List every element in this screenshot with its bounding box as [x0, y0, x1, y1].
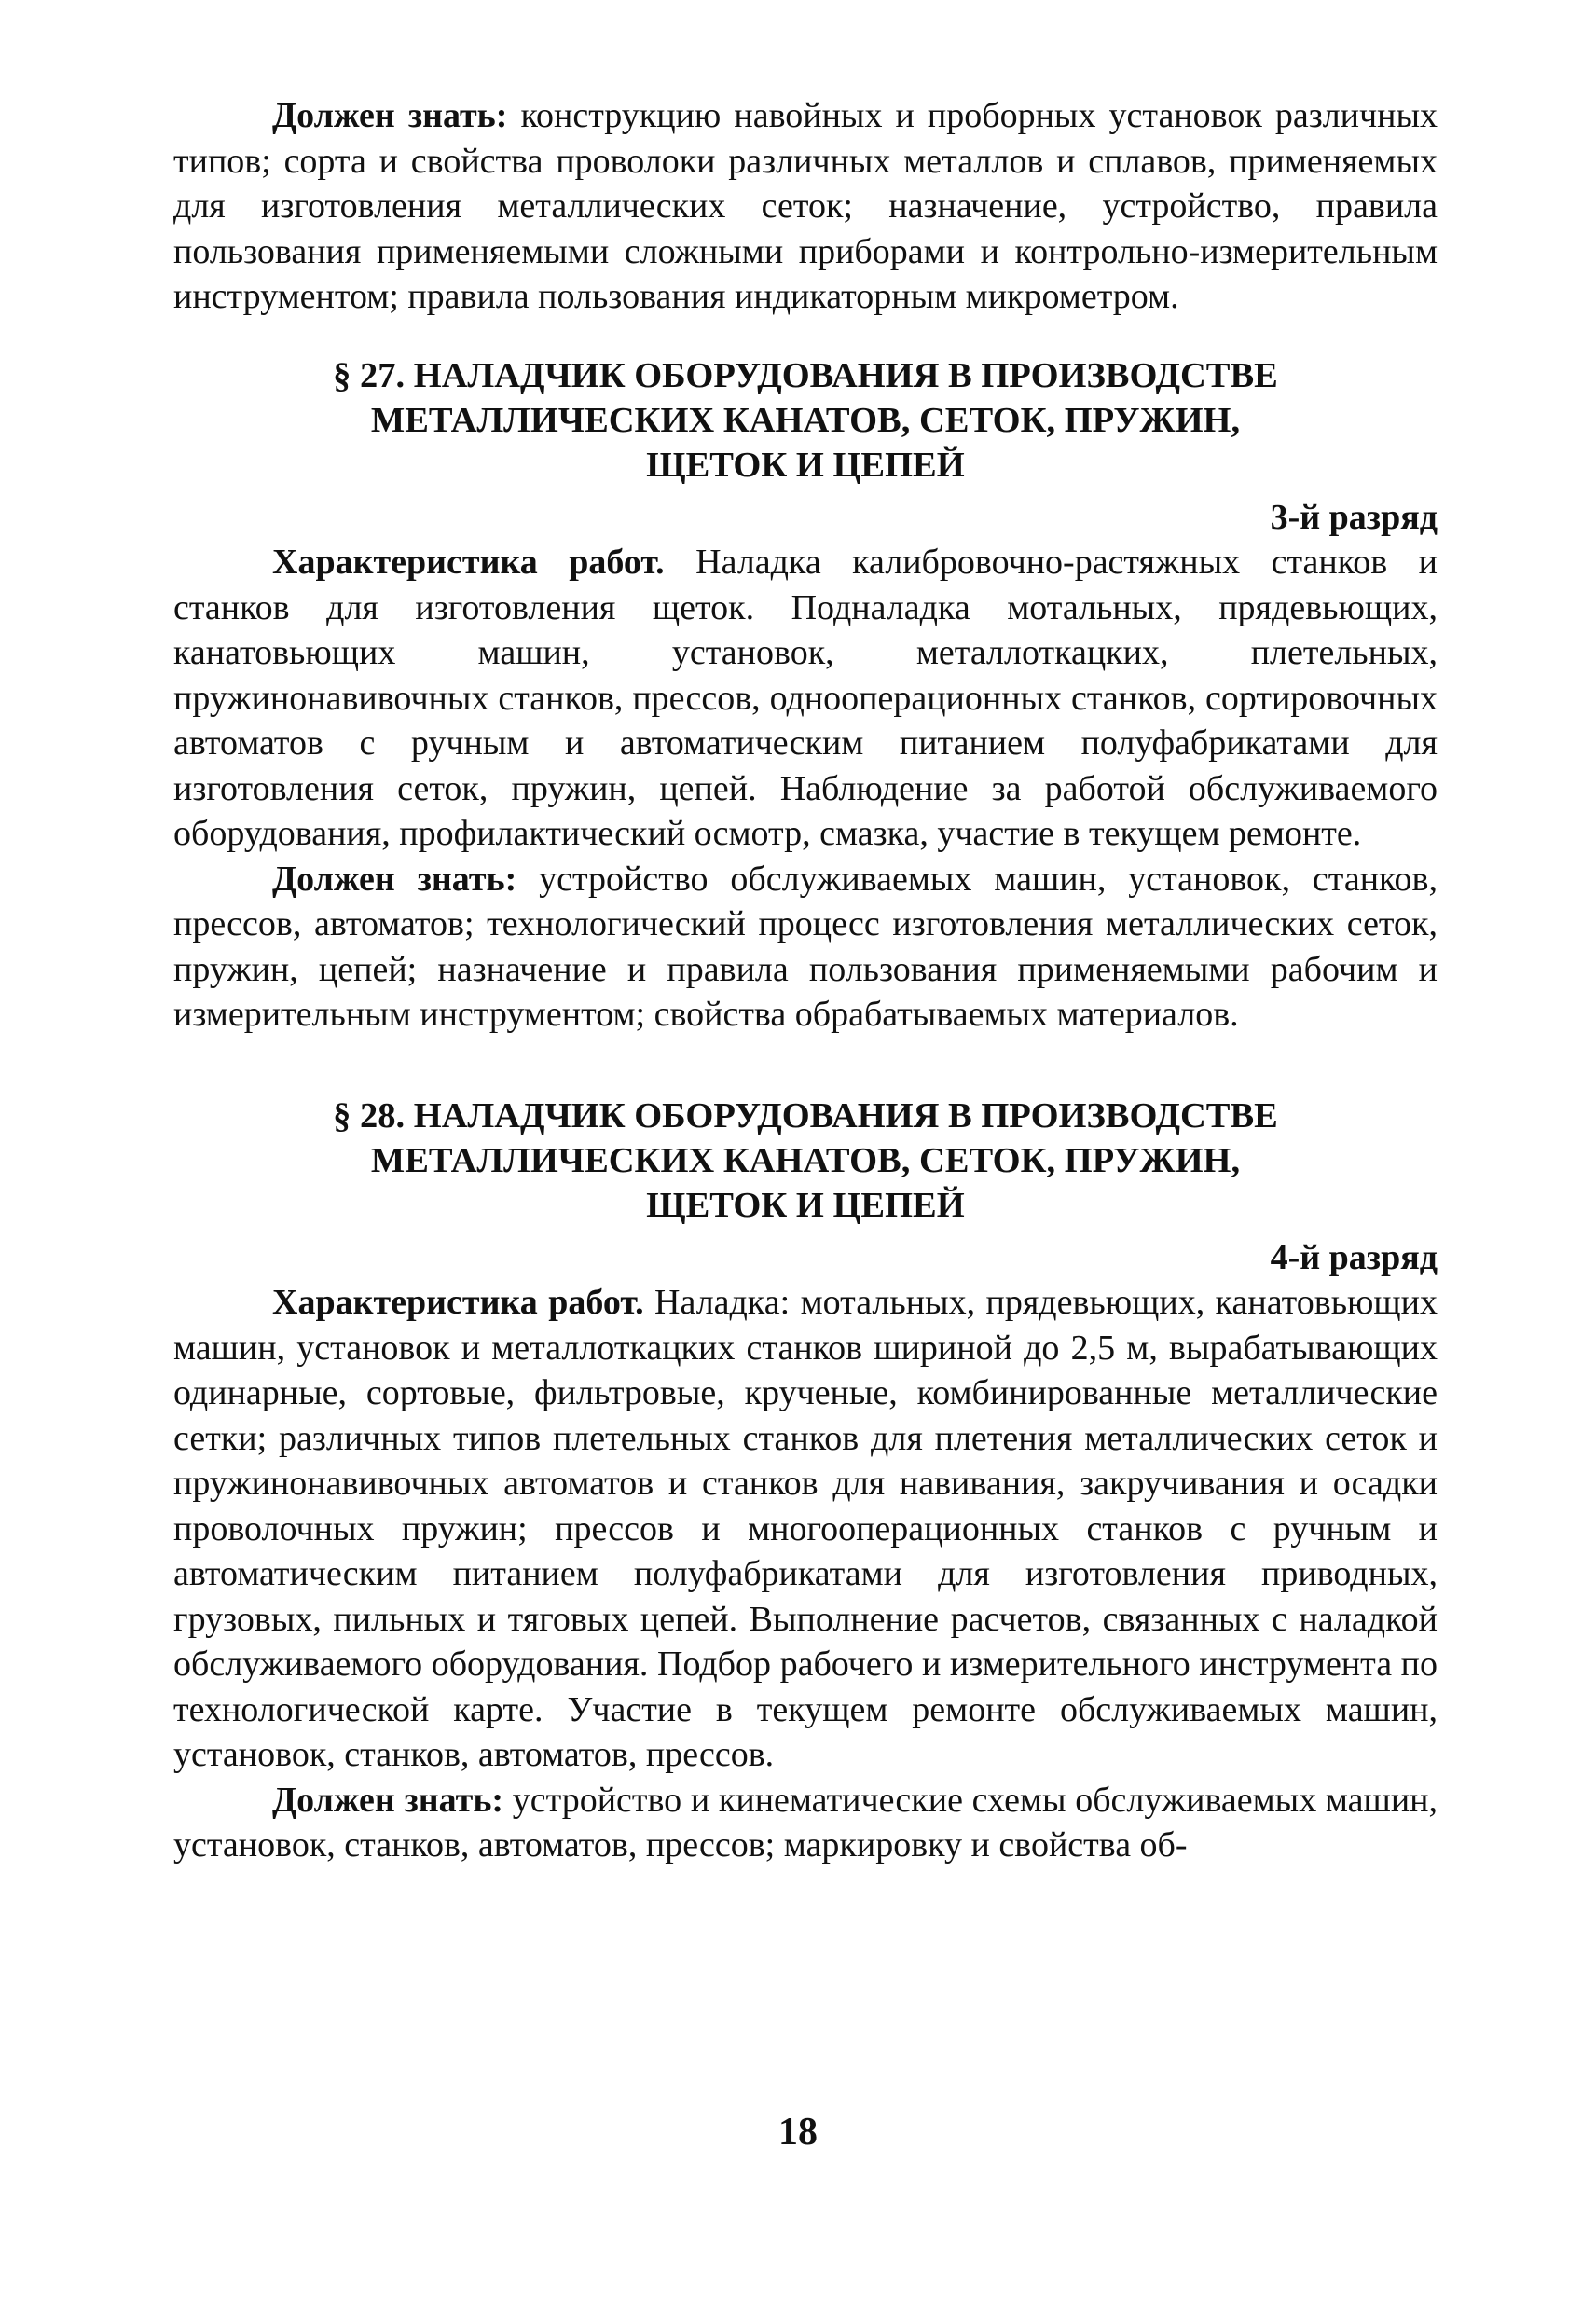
section-27-knowledge-text: устройство обслуживаемых машин, установок, станков, прессов, автоматов; технологический процесс изготовления металлических сеток, пружин, цепей; назначение и правила пользования применяемыми рабочим и измерительным инструментом; свойства обрабатываемых материалов.	[173, 859, 1438, 1034]
section-27-characteristics-text: Наладка калибровочно-растяжных станков и станков для изготовления щеток. Подналадка мотальных, прядевьющих, канатовьющих машин, установок, металлоткацких, плетельных, пружинонавивочных станков, прессов, однооперационных станков, сортировочных автоматов с ручным и автоматическим питанием полуфабрикатами для изготовления сеток, пружин, цепей. Наблюдение за работой обслуживаемого оборудования, профилактический осмотр, смазка, участие в текущем ремонте.	[173, 543, 1438, 853]
section-27-title-line-1: § 27. НАЛАДЧИК ОБОРУДОВАНИЯ В ПРОИЗВОДСТВЕ	[333, 355, 1278, 395]
section-27-knowledge-label: Должен знать:	[272, 859, 517, 899]
section-28-title	[173, 1094, 1438, 1228]
section-27-title-line-3: ЩЕТОК И ЦЕПЕЙ	[646, 445, 965, 485]
section-28-knowledge	[173, 1778, 1438, 1868]
section-28-knowledge-label: Должен знать:	[272, 1780, 504, 1820]
section-28-title-line-1: § 28. НАЛАДЧИК ОБОРУДОВАНИЯ В ПРОИЗВОДСТВЕ	[333, 1095, 1278, 1135]
document-page	[173, 93, 1438, 1868]
section-27-knowledge	[173, 857, 1438, 1038]
page-number: 18	[778, 2111, 818, 2154]
section-28-title-line-2: МЕТАЛЛИЧЕСКИХ КАНАТОВ, СЕТОК, ПРУЖИН,	[370, 1140, 1241, 1180]
intro-label: Должен знать:	[272, 96, 508, 135]
section-28-characteristics	[173, 1280, 1438, 1778]
section-28-knowledge-text: устройство и кинематические схемы обслуживаемых машин, установок, станков, автоматов, прессов; маркировку и свойства об-	[173, 1780, 1438, 1865]
section-27-characteristics	[173, 540, 1438, 857]
section-28-title-line-3: ЩЕТОК И ЦЕПЕЙ	[646, 1185, 965, 1225]
section-27-characteristics-label: Характеристика работ.	[272, 543, 665, 582]
intro-text: конструкцию навойных и проборных установок различных типов; сорта и свойства проволоки различных металлов и сплавов, применяемых для изготовления металлических сеток; назначение, устройство, правила пользования применяемыми сложными приборами и контрольно-измерительным инструментом; правила пользования индикаторным микрометром.	[173, 96, 1438, 316]
section-27-rank: 3-й разряд	[1270, 497, 1438, 537]
intro-paragraph	[173, 93, 1438, 320]
section-28-characteristics-label: Характеристика работ.	[272, 1283, 644, 1322]
section-28-characteristics-text: Наладка: мотальных, прядевьющих, канатовьющих машин, установок и металлоткацких станков шириной до 2,5 м, вырабатывающих одинарные, сортовые, фильтровые, крученые, комбинированные металлические сетки; различных типов плетельных станков для плетения металлических сеток и пружинонавивочных автоматов и станков для навивания, закручивания и осадки проволочных пружин; прессов и многооперационных станков с ручным и автоматическим питанием полуфабрикатами для изготовления приводных, грузовых, пильных и тяговых цепей. Выполнение расчетов, связанных с наладкой обслуживаемого оборудования. Подбор рабочего и измерительного инструмента по технологической карте. Участие в текущем ремонте обслуживаемых машин, установок, станков, автоматов, прессов.	[173, 1283, 1438, 1774]
section-27-title	[173, 353, 1438, 488]
section-27-title-line-2: МЕТАЛЛИЧЕСКИХ КАНАТОВ, СЕТОК, ПРУЖИН,	[370, 400, 1241, 440]
section-28-rank: 4-й разряд	[1270, 1237, 1438, 1277]
